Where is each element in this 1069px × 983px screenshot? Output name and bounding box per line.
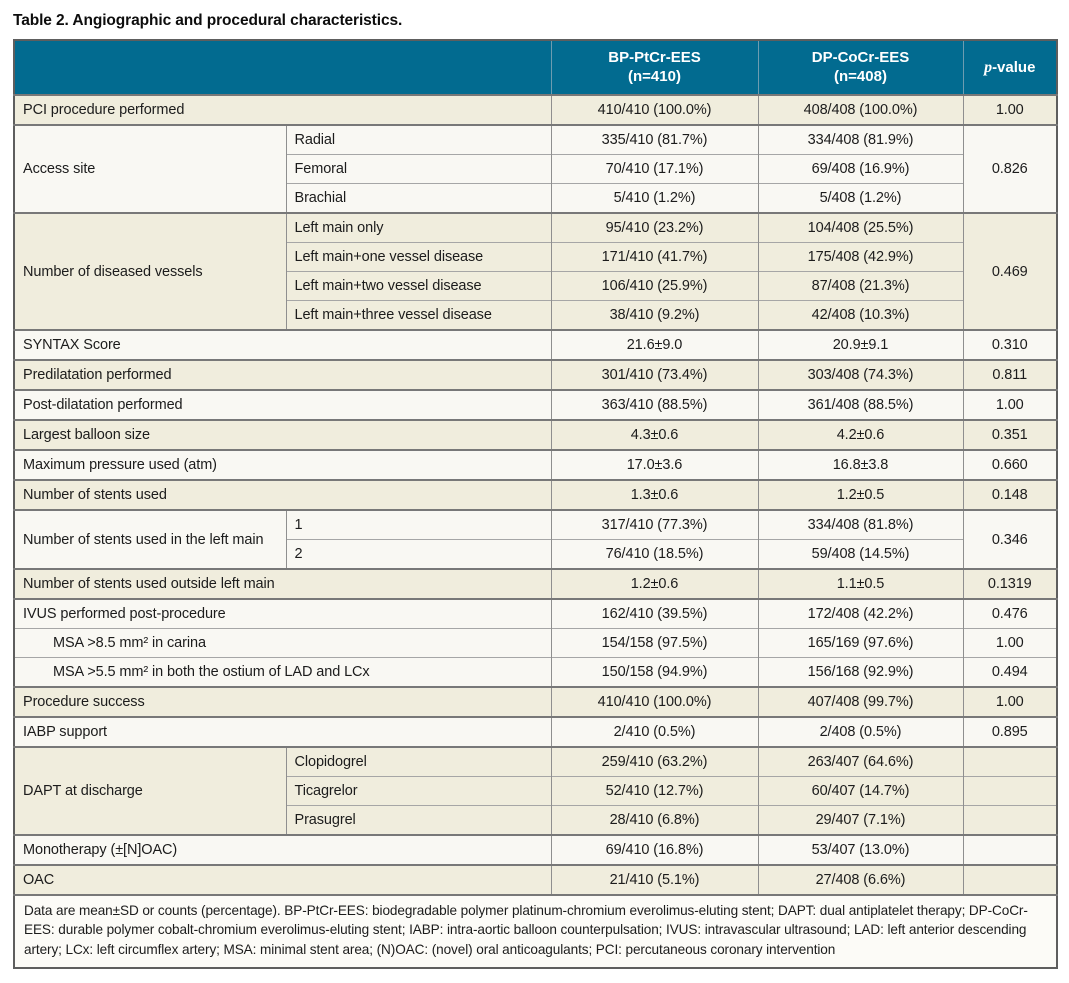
table-row — [14, 213, 1057, 243]
row-label: Number of stents used outside left main — [14, 569, 551, 599]
cell-p-value: 0.351 — [963, 420, 1057, 450]
cell-dp-value: 165/169 (97.6%) — [758, 629, 963, 658]
cell-bp-value: 154/158 (97.5%) — [551, 629, 758, 658]
cell-bp-value: 38/410 (9.2%) — [551, 301, 758, 331]
cell-bp-value: 335/410 (81.7%) — [551, 125, 758, 155]
cell-bp-value: 5/410 (1.2%) — [551, 184, 758, 214]
row-label: OAC — [14, 865, 551, 895]
table-row — [14, 599, 1057, 629]
cell-dp-value: 175/408 (42.9%) — [758, 243, 963, 272]
cell-p-value: 0.476 — [963, 599, 1057, 629]
cell-p-value: 0.148 — [963, 480, 1057, 510]
header-bp-ptcr-ees — [551, 40, 758, 95]
cell-dp-value: 27/408 (6.6%) — [758, 865, 963, 895]
row-label: IABP support — [14, 717, 551, 747]
header-p-value — [963, 40, 1057, 95]
cell-dp-value: 263/407 (64.6%) — [758, 747, 963, 777]
header-empty-cell — [14, 40, 551, 95]
row-sublabel: Left main+two vessel disease — [286, 272, 551, 301]
cell-dp-value: 5/408 (1.2%) — [758, 184, 963, 214]
row-label: IVUS performed post-procedure — [14, 599, 551, 629]
cell-p-value: 0.346 — [963, 510, 1057, 569]
cell-dp-value: 29/407 (7.1%) — [758, 806, 963, 836]
cell-p-value: 0.660 — [963, 450, 1057, 480]
row-label: Number of stents used in the left main — [14, 510, 286, 569]
cell-dp-value: 156/168 (92.9%) — [758, 658, 963, 688]
cell-p-value: 1.00 — [963, 687, 1057, 717]
table-title: Table 2. Angiographic and procedural characteristics. — [13, 12, 403, 29]
table-row — [14, 865, 1057, 895]
characteristics-table — [13, 39, 1058, 969]
cell-dp-value: 87/408 (21.3%) — [758, 272, 963, 301]
footnote-row — [14, 895, 1057, 968]
p-italic: p — [984, 58, 993, 76]
cell-dp-value: 16.8±3.8 — [758, 450, 963, 480]
cell-bp-value: 4.3±0.6 — [551, 420, 758, 450]
p-rest: -value — [992, 58, 1036, 76]
cell-p-value — [963, 865, 1057, 895]
table-row — [14, 390, 1057, 420]
header-bp-n: (n=410) — [628, 67, 681, 85]
table-row — [14, 480, 1057, 510]
cell-dp-value: 59/408 (14.5%) — [758, 540, 963, 570]
cell-p-value — [963, 777, 1057, 806]
cell-dp-value: 2/408 (0.5%) — [758, 717, 963, 747]
cell-bp-value: 317/410 (77.3%) — [551, 510, 758, 540]
row-sublabel: Ticagrelor — [286, 777, 551, 806]
row-label: Number of stents used — [14, 480, 551, 510]
cell-bp-value: 2/410 (0.5%) — [551, 717, 758, 747]
row-label: SYNTAX Score — [14, 330, 551, 360]
table-row — [14, 629, 1057, 658]
table-row — [14, 125, 1057, 155]
cell-bp-value: 17.0±3.6 — [551, 450, 758, 480]
row-sublabel: Left main only — [286, 213, 551, 243]
cell-p-value: 1.00 — [963, 629, 1057, 658]
header-dp-n: (n=408) — [834, 67, 887, 85]
row-label: MSA >8.5 mm² in carina — [14, 629, 551, 658]
row-label: Monotherapy (±[N]OAC) — [14, 835, 551, 865]
row-sublabel: Prasugrel — [286, 806, 551, 836]
cell-bp-value: 150/158 (94.9%) — [551, 658, 758, 688]
cell-p-value — [963, 806, 1057, 836]
cell-dp-value: 42/408 (10.3%) — [758, 301, 963, 331]
table-row — [14, 420, 1057, 450]
cell-dp-value: 334/408 (81.9%) — [758, 125, 963, 155]
header-dp-cocr-ees — [758, 40, 963, 95]
cell-bp-value: 171/410 (41.7%) — [551, 243, 758, 272]
table-row — [14, 687, 1057, 717]
cell-bp-value: 21.6±9.0 — [551, 330, 758, 360]
header-dp-name: DP-CoCr-EES — [811, 48, 910, 66]
cell-dp-value: 4.2±0.6 — [758, 420, 963, 450]
cell-dp-value: 20.9±9.1 — [758, 330, 963, 360]
cell-bp-value: 28/410 (6.8%) — [551, 806, 758, 836]
row-label: PCI procedure performed — [14, 95, 551, 125]
header-bp-name: BP-PtCr-EES — [608, 48, 701, 66]
cell-p-value: 0.826 — [963, 125, 1057, 213]
cell-bp-value: 70/410 (17.1%) — [551, 155, 758, 184]
cell-dp-value: 172/408 (42.2%) — [758, 599, 963, 629]
table-row — [14, 360, 1057, 390]
cell-p-value — [963, 747, 1057, 777]
cell-p-value: 0.811 — [963, 360, 1057, 390]
row-sublabel: Clopidogrel — [286, 747, 551, 777]
cell-bp-value: 52/410 (12.7%) — [551, 777, 758, 806]
row-label: Largest balloon size — [14, 420, 551, 450]
cell-dp-value: 69/408 (16.9%) — [758, 155, 963, 184]
row-sublabel: 2 — [286, 540, 551, 570]
cell-bp-value: 301/410 (73.4%) — [551, 360, 758, 390]
cell-dp-value: 104/408 (25.5%) — [758, 213, 963, 243]
cell-dp-value: 60/407 (14.7%) — [758, 777, 963, 806]
cell-bp-value: 76/410 (18.5%) — [551, 540, 758, 570]
cell-p-value: 0.469 — [963, 213, 1057, 330]
cell-dp-value: 1.2±0.5 — [758, 480, 963, 510]
row-label: Number of diseased vessels — [14, 213, 286, 330]
header-row — [14, 40, 1057, 95]
table-row — [14, 747, 1057, 777]
table-row — [14, 569, 1057, 599]
cell-bp-value: 69/410 (16.8%) — [551, 835, 758, 865]
row-sublabel: Femoral — [286, 155, 551, 184]
cell-bp-value: 162/410 (39.5%) — [551, 599, 758, 629]
row-sublabel: Radial — [286, 125, 551, 155]
cell-bp-value: 106/410 (25.9%) — [551, 272, 758, 301]
row-label: Access site — [14, 125, 286, 213]
row-sublabel: Left main+one vessel disease — [286, 243, 551, 272]
table-row — [14, 658, 1057, 688]
table-row — [14, 450, 1057, 480]
cell-bp-value: 21/410 (5.1%) — [551, 865, 758, 895]
cell-p-value: 0.494 — [963, 658, 1057, 688]
row-sublabel: Left main+three vessel disease — [286, 301, 551, 331]
cell-p-value: 0.1319 — [963, 569, 1057, 599]
table-row — [14, 835, 1057, 865]
cell-dp-value: 408/408 (100.0%) — [758, 95, 963, 125]
cell-dp-value: 334/408 (81.8%) — [758, 510, 963, 540]
table-row — [14, 717, 1057, 747]
table-body — [14, 95, 1057, 895]
cell-p-value: 1.00 — [963, 390, 1057, 420]
cell-dp-value: 1.1±0.5 — [758, 569, 963, 599]
cell-dp-value: 53/407 (13.0%) — [758, 835, 963, 865]
cell-bp-value: 95/410 (23.2%) — [551, 213, 758, 243]
cell-bp-value: 410/410 (100.0%) — [551, 687, 758, 717]
row-label: Procedure success — [14, 687, 551, 717]
row-label: Predilatation performed — [14, 360, 551, 390]
cell-p-value: 1.00 — [963, 95, 1057, 125]
cell-bp-value: 410/410 (100.0%) — [551, 95, 758, 125]
table-row — [14, 330, 1057, 360]
row-label: Maximum pressure used (atm) — [14, 450, 551, 480]
footnote-text: Data are mean±SD or counts (percentage). BP-PtCr-EES: biodegradable polymer platinum-chromium everolimus-eluting stent; DAPT: dual antiplatelet therapy; DP-CoCr-EES: durable polymer cobalt-chromium everolimus-eluting stent; IABP: intra-aortic balloon counterpulsation; IVUS: intravascular ultrasound; LAD: left anterior descending artery; LCx: left circumflex artery; MSA: minimal stent area; (N)OAC: (novel) oral anticoagulants; PCI: percutaneous coronary intervention — [14, 895, 1057, 968]
row-label: MSA >5.5 mm² in both the ostium of LAD and LCx — [14, 658, 551, 688]
table-row — [14, 510, 1057, 540]
row-sublabel: 1 — [286, 510, 551, 540]
cell-dp-value: 407/408 (99.7%) — [758, 687, 963, 717]
cell-p-value — [963, 835, 1057, 865]
cell-dp-value: 303/408 (74.3%) — [758, 360, 963, 390]
cell-dp-value: 361/408 (88.5%) — [758, 390, 963, 420]
cell-p-value: 0.895 — [963, 717, 1057, 747]
cell-p-value: 0.310 — [963, 330, 1057, 360]
table-row — [14, 95, 1057, 125]
cell-bp-value: 363/410 (88.5%) — [551, 390, 758, 420]
cell-bp-value: 1.2±0.6 — [551, 569, 758, 599]
cell-bp-value: 259/410 (63.2%) — [551, 747, 758, 777]
row-label: Post-dilatation performed — [14, 390, 551, 420]
row-label: DAPT at discharge — [14, 747, 286, 835]
row-sublabel: Brachial — [286, 184, 551, 214]
cell-bp-value: 1.3±0.6 — [551, 480, 758, 510]
